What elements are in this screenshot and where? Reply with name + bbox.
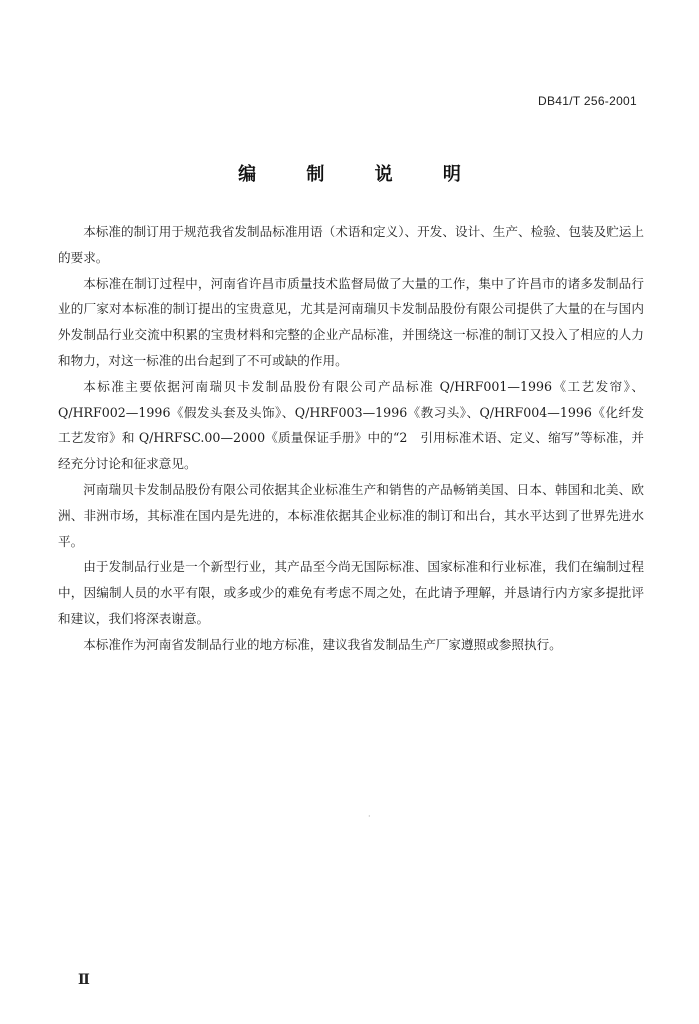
page-title: 编 制 说 明	[238, 164, 483, 185]
document-body	[58, 219, 644, 658]
paragraph-recommendation: 本标准作为河南省发制品行业的地方标准，建议我省发制品生产厂家遵照或参照执行。	[83, 636, 562, 652]
paragraph-limitations: 由于发制品行业是一个新型行业，其产品至今尚无国际标准、国家标准和行业标准，我们在编制过程中，因编制人员的水平有限，或多或少的难免有考虑不周之处，在此请予理解，并恳请行内方家多提批评和建议，我们将深表谢意。	[58, 559, 644, 626]
page-number: Ⅱ	[78, 972, 90, 988]
paragraph-market-level: 河南瑞贝卡发制品股份有限公司依据其企业标准生产和销售的产品畅销美国、日本、韩国和北美、欧洲、非洲市场，其标准在国内是先进的，本标准依据其企业标准的制订和出台，其水平达到了世界先进水平。	[58, 481, 644, 549]
paragraph-purpose: 本标准的制订用于规范我省发制品标准用语（术语和定义）、开发、设计、生产、检验、包装及贮运上的要求。	[58, 224, 644, 265]
standard-code: DB41/T 256-2001	[537, 94, 637, 108]
scan-speck: ·	[368, 812, 371, 821]
paragraph-basis: 本标准主要依据河南瑞贝卡发制品股份有限公司产品标准 Q/HRF001—1996《工艺发帘》、Q/HRF002—1996《假发头套及头饰》、Q/HRF003—1996《教习头》、Q/HRF004—1996《化纤发工艺发帘》和 Q/HRFSC.00—2000《质量保证手册》中的“2 引用标准术语、定义、缩写”等标准，并经充分讨论和征求意见。	[58, 378, 644, 472]
paragraph-drafting-process: 本标准在制订过程中，河南省许昌市质量技术监督局做了大量的工作，集中了许昌市的诸多发制品行业的厂家对本标准的制订提出的宝贵意见，尤其是河南瑞贝卡发制品股份有限公司提供了大量的在与国内外发制品行业交流中积累的宝贵材料和完整的企业产品标准，并围绕这一标准的制订又投入了相应的人力和物力，对这一标准的出台起到了不可或缺的作用。	[58, 275, 644, 368]
